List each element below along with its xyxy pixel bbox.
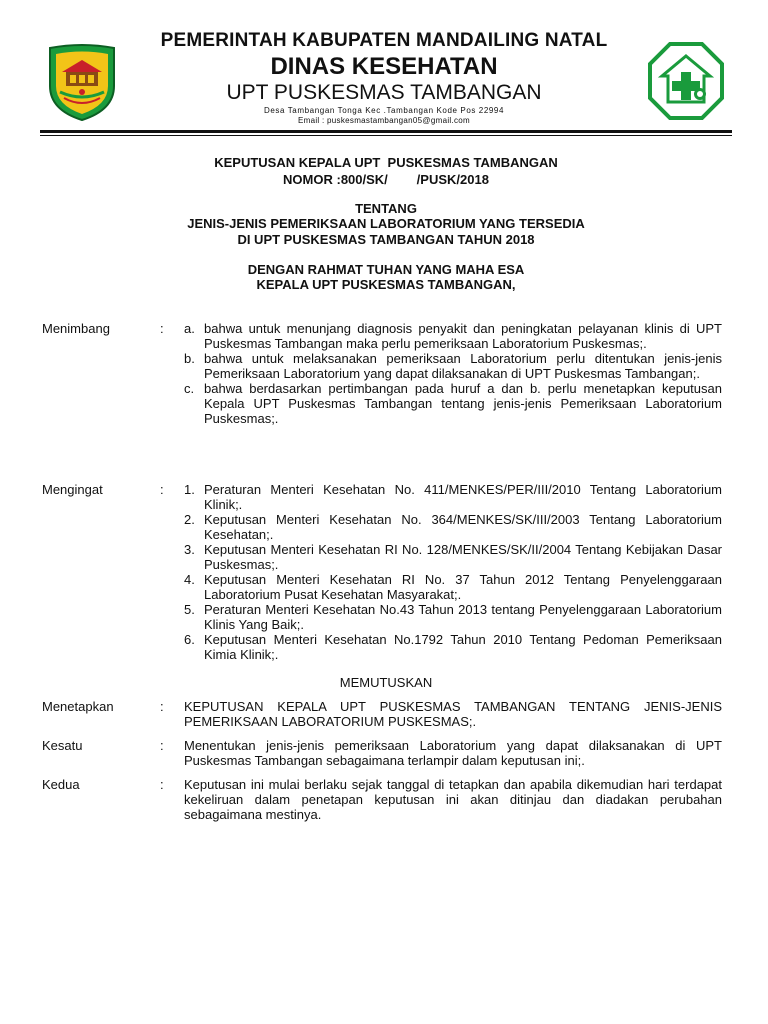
menimbang-colon: :: [160, 321, 164, 336]
list-text: bahwa berdasarkan pertimbangan pada huruf a dan b. perlu menetapkan keputusan Kepala UPT Puskesmas Tambangan tentang jenis-jenis Pemeriksaan Laboratorium Puskesmas;.: [204, 381, 722, 426]
list-text: Keputusan Menteri Kesehatan RI No. 37 Tahun 2012 Tentang Penyelenggaraan Laboratorium Pusat Kesehatan Masyarakat;.: [204, 572, 722, 602]
list-marker: 2.: [184, 512, 195, 527]
list-marker: b.: [184, 351, 195, 366]
list-text: Peraturan Menteri Kesehatan No.43 Tahun 2013 tentang Penyelenggaraan Laboratorium Klinis Yang Baik;.: [204, 602, 722, 632]
list-item: [184, 381, 722, 426]
list-text: bahwa untuk menunjang diagnosis penyakit dan peningkatan pelayanan klinis di UPT Puskesmas Tambangan maka perlu pemeriksaan Laboratorium Puskesmas;.: [204, 321, 722, 351]
mengingat-list: [184, 482, 722, 662]
letterhead-government: PEMERINTAH KABUPATEN MANDAILING NATAL: [160, 30, 608, 51]
list-item: [184, 512, 722, 542]
kedua-label: Kedua: [42, 777, 80, 792]
mengingat-colon: :: [160, 482, 164, 497]
tentang-heading: TENTANG: [355, 201, 417, 216]
letterhead-address: Desa Tambangan Tonga Kec .Tambangan Kode Pos 22994: [263, 106, 505, 115]
list-item: [184, 482, 722, 512]
list-marker: 3.: [184, 542, 195, 557]
letterhead-rule-thick: [40, 130, 732, 133]
decree-title: KEPUTUSAN KEPALA UPT PUSKESMAS TAMBANGAN: [214, 155, 558, 170]
invocation: DENGAN RAHMAT TUHAN YANG MAHA ESA: [247, 262, 525, 277]
list-marker: 5.: [184, 602, 195, 617]
kesatu-label: Kesatu: [42, 738, 83, 753]
menetapkan-text: KEPUTUSAN KEPALA UPT PUSKESMAS TAMBANGAN TENTANG JENIS-JENIS PEMERIKSAAN LABORATORIUM PUSKESMAS;.: [184, 699, 722, 729]
puskesmas-cross-icon: [648, 42, 724, 120]
menetapkan-colon: :: [160, 699, 164, 714]
menimbang-list: [184, 321, 722, 426]
list-text: Keputusan Menteri Kesehatan No.1792 Tahun 2010 Tentang Pedoman Pemeriksaan Kimia Klinik;.: [204, 632, 722, 662]
list-marker: a.: [184, 321, 195, 336]
list-item: [184, 542, 722, 572]
mandailing-natal-emblem-icon: [44, 42, 120, 122]
list-item: [184, 572, 722, 602]
menimbang-label: Menimbang: [42, 321, 110, 336]
list-item: [184, 602, 722, 632]
list-text: Keputusan Menteri Kesehatan No. 364/MENKES/SK/III/2003 Tentang Laboratorium Kesehatan;.: [204, 512, 722, 542]
memutuskan-heading: MEMUTUSKAN: [339, 675, 433, 690]
letterhead-agency: DINAS KESEHATAN: [270, 53, 498, 80]
authority-line: KEPALA UPT PUSKESMAS TAMBANGAN,: [256, 277, 516, 292]
list-marker: 6.: [184, 632, 195, 647]
letterhead-unit: UPT PUSKESMAS TAMBANGAN: [226, 81, 542, 104]
list-text: Peraturan Menteri Kesehatan No. 411/MENKES/PER/III/2010 Tentang Laboratorium Klinik;.: [204, 482, 722, 512]
letterhead-email: Email : puskesmastambangan05@gmail.com: [297, 116, 471, 125]
decree-subject-line1: JENIS-JENIS PEMERIKSAAN LABORATORIUM YANG TERSEDIA: [187, 216, 585, 231]
kedua-text: Keputusan ini mulai berlaku sejak tanggal di tetapkan dan apabila dikemudian hari terdapat kekeliruan dalam penetapan keputusan ini akan ditinjau dan diadakan perubahan sebagaimana mestinya.: [184, 777, 722, 822]
kesatu-colon: :: [160, 738, 164, 753]
list-text: Keputusan Menteri Kesehatan RI No. 128/MENKES/SK/II/2004 Tentang Kebijakan Dasar Puskesmas;.: [204, 542, 722, 572]
list-text: bahwa untuk melaksanakan pemeriksaan Laboratorium perlu ditentukan jenis-jenis Pemeriksaan Laboratorium yang dapat dilaksanakan di UPT Puskesmas Tambangan;.: [204, 351, 722, 381]
list-marker: c.: [184, 381, 195, 396]
list-item: [184, 351, 722, 381]
kedua-colon: :: [160, 777, 164, 792]
list-marker: 4.: [184, 572, 195, 587]
list-marker: 1.: [184, 482, 195, 497]
list-item: [184, 321, 722, 351]
letterhead-rule-thin: [40, 135, 732, 136]
kesatu-text: Menentukan jenis-jenis pemeriksaan Laboratorium yang dapat dilaksanakan di UPT Puskesmas Tambangan sebagaimana terlampir dalam keputusan ini;.: [184, 738, 722, 768]
menetapkan-label: Menetapkan: [42, 699, 114, 714]
mengingat-label: Mengingat: [42, 482, 103, 497]
list-item: [184, 632, 722, 662]
decree-number: NOMOR :800/SK/ /PUSK/2018: [283, 172, 489, 187]
decree-subject-line2: DI UPT PUSKESMAS TAMBANGAN TAHUN 2018: [237, 232, 535, 247]
